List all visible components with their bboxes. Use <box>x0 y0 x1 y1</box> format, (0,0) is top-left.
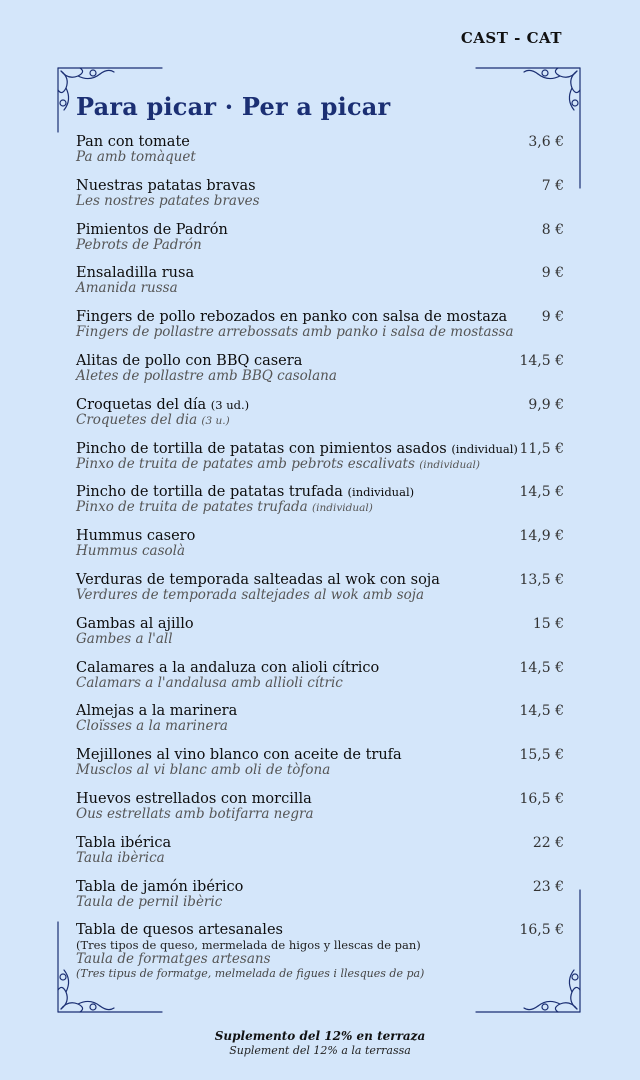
item-name: Verduras de temporada salteadas al wok con soja <box>76 571 440 588</box>
item-price: 8 € <box>541 221 564 238</box>
item-price: 9 € <box>541 309 564 326</box>
item-name-catalan: Pinxo de truita de patates trufada (individual) <box>76 499 373 516</box>
item-name: Nuestras patatas bravas <box>76 177 256 194</box>
item-price: 14,5 € <box>519 484 564 501</box>
item-name: Pincho de tortilla de patatas con pimientos asados (individual) <box>76 440 518 457</box>
menu-item <box>76 353 564 397</box>
item-price: 11,5 € <box>519 440 564 457</box>
item-price: 14,5 € <box>519 352 564 369</box>
menu-list <box>76 134 564 982</box>
item-name: Fingers de pollo rebozados en panko con salsa de mostaza <box>76 309 508 326</box>
item-price: 16,5 € <box>519 790 564 807</box>
menu-item <box>76 660 564 704</box>
item-name: Almejas a la marinera <box>76 703 238 720</box>
item-price: 9 € <box>541 265 564 282</box>
item-name: Hummus casero <box>76 528 196 545</box>
item-price: 16,5 € <box>519 922 564 939</box>
item-name-catalan: Cloïsses a la marinera <box>76 718 228 735</box>
item-price: 14,5 € <box>519 703 564 720</box>
item-name: Mejillones al vino blanco con aceite de trufa <box>76 747 402 764</box>
item-price: 15 € <box>532 615 564 632</box>
menu-item <box>76 222 564 266</box>
item-name-catalan: Taula de pernil ibèric <box>76 893 223 910</box>
item-name-catalan: Aletes de pollastre amb BBQ casolana <box>76 367 337 384</box>
menu-item <box>76 572 564 616</box>
item-name: Tabla de jamón ibérico <box>76 878 244 895</box>
item-name-catalan: Hummus casolà <box>76 543 186 560</box>
menu-item <box>76 879 564 923</box>
menu-item <box>76 134 564 178</box>
menu-item <box>76 616 564 660</box>
item-price: 9,9 € <box>528 396 564 413</box>
menu-item <box>76 484 564 528</box>
item-portion: (3 ud.) <box>210 397 250 412</box>
item-description: (Tres tipos de queso, mermelada de higos y llescas de pan) <box>76 938 421 953</box>
item-name-catalan: Les nostres patates braves <box>76 192 260 209</box>
item-name: Croquetas del día (3 ud.) <box>76 396 250 413</box>
item-price: 7 € <box>541 177 564 194</box>
item-description-catalan: (Tres tipus de formatge, melmelada de figues i llesques de pa) <box>76 967 425 981</box>
item-name-catalan: Calamars a l'andalusa amb allioli cítric <box>76 674 343 691</box>
item-price: 14,9 € <box>519 528 564 545</box>
menu-item <box>76 703 564 747</box>
item-portion-catalan: (3 u.) <box>201 414 230 427</box>
item-name-catalan: Amanida russa <box>76 280 178 297</box>
menu-item <box>76 441 564 485</box>
item-name: Ensaladilla rusa <box>76 265 195 282</box>
item-name: Huevos estrellados con morcilla <box>76 790 312 807</box>
item-name-catalan: Croquetes del dia (3 u.) <box>76 411 230 428</box>
item-portion-catalan: (individual) <box>419 458 480 471</box>
section-title: Para picar · Per a picar <box>76 92 391 121</box>
item-name-catalan: Verdures de temporada saltejades al wok amb soja <box>76 586 425 603</box>
language-selector[interactable]: CAST - CAT <box>460 29 562 47</box>
menu-item <box>76 397 564 441</box>
item-portion: (individual) <box>451 441 518 456</box>
menu-item <box>76 791 564 835</box>
menu-item <box>76 309 564 353</box>
item-price: 15,5 € <box>519 747 564 764</box>
item-price: 13,5 € <box>519 571 564 588</box>
item-portion: (individual) <box>347 485 415 500</box>
menu-item <box>76 747 564 791</box>
item-portion-catalan: (individual) <box>312 502 373 515</box>
terrace-surcharge-note: Suplemento del 12% en terraza <box>214 1029 426 1043</box>
item-name-catalan: Pinxo de truita de patates amb pebrots escalivats (individual) <box>76 455 480 472</box>
item-name: Tabla de quesos artesanales <box>76 922 283 939</box>
item-name-catalan: Fingers de pollastre arrebossats amb panko i salsa de mostassa <box>76 324 514 341</box>
item-name: Pincho de tortilla de patatas trufada (individual) <box>76 484 415 501</box>
item-name: Alitas de pollo con BBQ casera <box>76 352 303 369</box>
menu-item <box>76 922 564 982</box>
item-price: 23 € <box>532 878 564 895</box>
item-name: Pimientos de Padrón <box>76 221 228 238</box>
item-name-catalan: Taula ibèrica <box>76 849 165 866</box>
item-name-catalan: Pa amb tomàquet <box>76 149 196 165</box>
menu-item <box>76 265 564 309</box>
item-name-catalan: Gambes a l'all <box>76 630 173 647</box>
terrace-surcharge-note-catalan: Suplement del 12% a la terrassa <box>229 1044 411 1057</box>
item-name-catalan: Taula de formatges artesans <box>76 951 271 968</box>
item-price: 3,6 € <box>528 134 564 150</box>
menu-item <box>76 835 564 879</box>
item-name-catalan: Pebrots de Padrón <box>76 236 202 253</box>
item-name: Pan con tomate <box>76 134 190 150</box>
item-name: Gambas al ajillo <box>76 615 194 632</box>
item-name-catalan: Ous estrellats amb botifarra negra <box>76 805 314 822</box>
item-price: 22 € <box>532 834 564 851</box>
item-name-catalan: Musclos al vi blanc amb oli de tòfona <box>76 762 331 779</box>
item-price: 14,5 € <box>519 659 564 676</box>
item-name: Calamares a la andaluza con alioli cítrico <box>76 659 380 676</box>
menu-item <box>76 528 564 572</box>
menu-item <box>76 178 564 222</box>
item-name: Tabla ibérica <box>76 834 172 851</box>
